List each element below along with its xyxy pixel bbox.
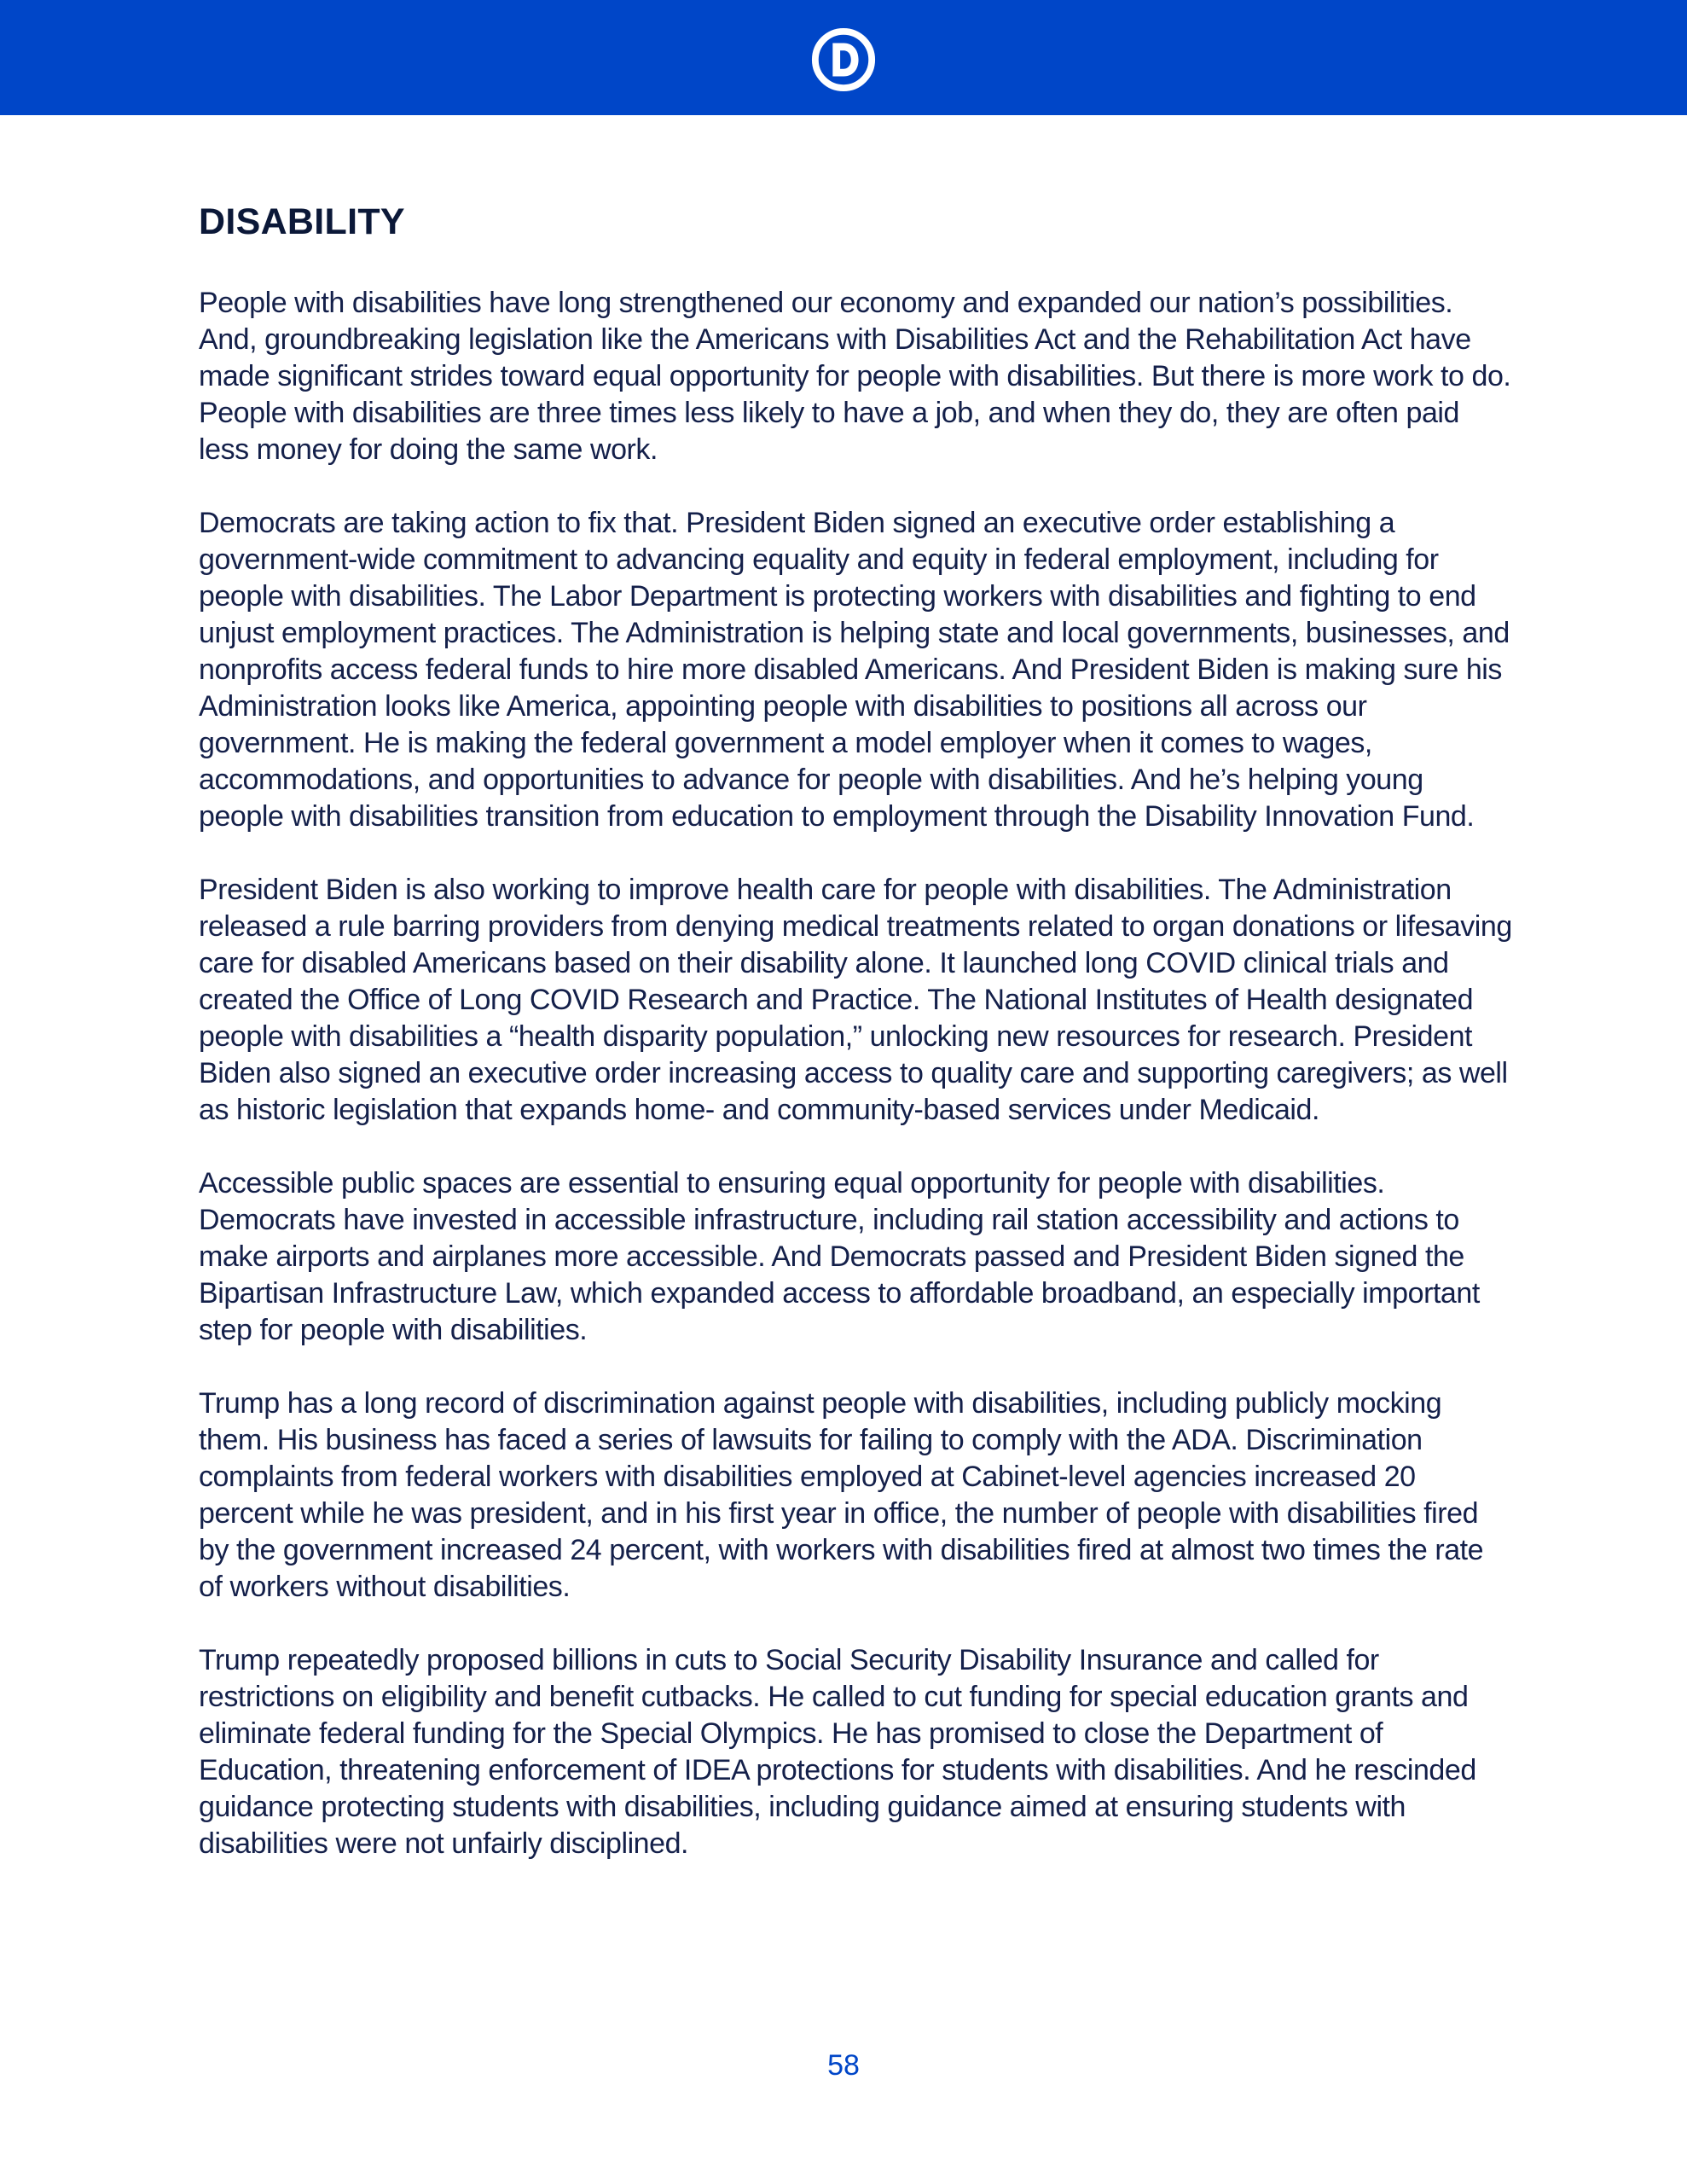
- header-bar: [0, 0, 1687, 115]
- paragraph-trump-record: Trump has a long record of discrimination against people with disabilities, including publicly mocking them. His business has faced a series of lawsuits for failing to comply with the ADA. Discrimination complaints from federal workers with disabilities employed at Cabinet-level agencies increased 20 percent while he was president, and in his first year in office, the number of people with disabilities fired by the government increased 24 percent, with workers with disabilities fired at almost two times the rate of workers without disabilities.: [199, 1387, 1484, 1603]
- paragraph-employment: Democrats are taking action to fix that. President Biden signed an executive order establishing a government-wide commitment to advancing equality and equity in federal employment, including for people with disabilities. The Labor Department is protecting workers with disabilities and fighting to end unjust employment practices. The Administration is helping state and local governments, businesses, and nonprofits access federal funds to hire more disabled Americans. And President Biden is making sure his Administration looks like America, appointing people with disabilities to positions all across our government. He is making the federal government a model employer when it comes to wages, accommodations, and opportunities to advance for people with disabilities. And he’s helping young people with disabilities transition from education to employment through the Disability Innovation Fund.: [199, 507, 1510, 833]
- paragraph-health-care: President Biden is also working to improve health care for people with disabilities. The Administration released a rule barring providers from denying medical treatments related to organ donations or lifesaving care for disabled Americans based on their disability alone. It launched long COVID clinical trials and created the Office of Long COVID Research and Practice. The National Institutes of Health designated people with disabilities a “health disparity population,” unlocking new resources for research. President Biden also signed an executive order increasing access to quality care and supporting caregivers; as well as historic legislation that expands home- and community-based services under Medicaid.: [199, 874, 1512, 1126]
- document-body: [199, 195, 1512, 1899]
- paragraph-intro: People with disabilities have long strengthened our economy and expanded our nation’s possibilities. And, groundbreaking legislation like the Americans with Disabilities Act and the Rehabilitation Act have made significant strides toward equal opportunity for people with disabilities. But there is more work to do. People with disabilities are three times less likely to have a job, and when they do, they are often paid less money for doing the same work.: [199, 287, 1511, 466]
- paragraph-trump-cuts: Trump repeatedly proposed billions in cuts to Social Security Disability Insurance and called for restrictions on eligibility and benefit cutbacks. He called to cut funding for special education grants and eliminate federal funding for the Special Olympics. He has promised to close the Department of Education, threatening enforcement of IDEA protections for students with disabilities. And he rescinded guidance protecting students with disabilities, including guidance aimed at ensuring students with disabilities were not unfairly disciplined.: [199, 1644, 1476, 1860]
- paragraph-accessibility: Accessible public spaces are essential to ensuring equal opportunity for people with disabilities. Democrats have invested in accessible infrastructure, including rail station accessibility and actions to make airports and airplanes more accessible. And Democrats passed and President Biden signed the Bipartisan Infrastructure Law, which expanded access to affordable broadband, an especially important step for people with disabilities.: [199, 1167, 1480, 1346]
- democratic-party-logo-icon: [810, 26, 877, 93]
- section-title: DISABILITY: [199, 201, 405, 242]
- page-number: 58: [827, 2049, 860, 2082]
